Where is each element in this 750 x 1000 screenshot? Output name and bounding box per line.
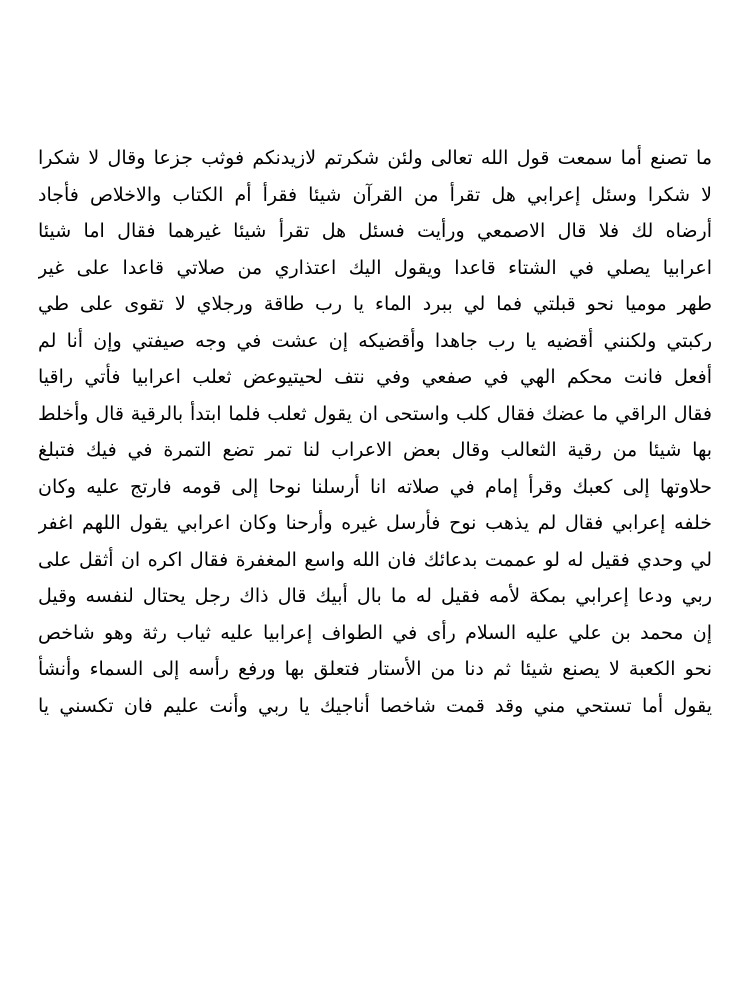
text-line: لا شكرا وسئل إعرابي هل تقرأ من القرآن شيئا فقرأ أم الكتاب والاخلاص فأجاد <box>38 183 712 206</box>
text-line: ما تصنع أما سمعت قول الله تعالى ولئن شكرتم لازيدنكم فوثب جزعا وقال لا شكرا <box>38 147 712 169</box>
text-line: إن محمد بن علي عليه السلام رأى في الطواف إعرابيا عليه ثياب رثة وهو شاخص <box>38 621 712 644</box>
text-line: فقال الراقي ما عضك فقال كلب واستحى ان يقول ثعلب فلما ابتدأ بالرقية قال وأخلط <box>38 402 712 425</box>
text-line: أفعل فانت محكم الهي في صفعي وفي نتف لحيتيوعض ثعلب اعرابيا فأتي راقيا <box>38 366 712 388</box>
text-line: لي وحدي فقيل له لو عممت بدعائك فان الله واسع المغفرة فقال اكره ان أثقل على <box>38 548 712 571</box>
text-line: يقول أما تستحي مني وقد قمت شاخصا أناجيك يا ربي وأنت عليم فان تكسني يا <box>38 694 712 717</box>
text-line: ركبتي ولكنني أقضيه يا رب جاهدا وأقضيكه إن عشت في وجه صيفتي وإن أنا لم <box>38 329 712 352</box>
text-line: خلفه إعرابي فقال لم يذهب نوح فأرسل غيره وأرحنا وكان اعرابي يقول اللهم اغفر <box>38 512 712 534</box>
text-line: نحو الكعبة لا يصنع شيئا ثم دنا من الأستار فتعلق بها ورفع رأسه إلى السماء وأنشأ <box>38 658 712 680</box>
body-text <box>38 140 712 724</box>
text-line: اعرابيا يصلي في الشتاء قاعدا ويقول اليك اعتذاري من صلاتي قاعدا على غير <box>38 256 712 279</box>
text-line: طهر موميا نحو قبلتي فما لي ببرد الماء يا رب طاقة ورجلاي لا تقوى على طي <box>38 293 712 315</box>
text-line: بها شيئا من رقية الثعالب وقال بعض الاعراب لنا تمر تضع التمرة في فيك فتبلغ <box>38 439 712 461</box>
text-line: حلاوتها إلى كعبك وقرأ إمام في صلاته انا أرسلنا نوحا إلى قومه فارتج عليه وكان <box>38 475 712 498</box>
text-line: ربي ودعا إعرابي بمكة لأمه فقيل له ما بال أبيك قال ذاك رجل يحتال لنفسه وقيل <box>38 585 712 607</box>
text-line: أرضاه لك فلا قال الاصمعي ورأيت فسئل هل تقرأ شيئا غيرهما فقال اما شيئا <box>38 220 712 242</box>
